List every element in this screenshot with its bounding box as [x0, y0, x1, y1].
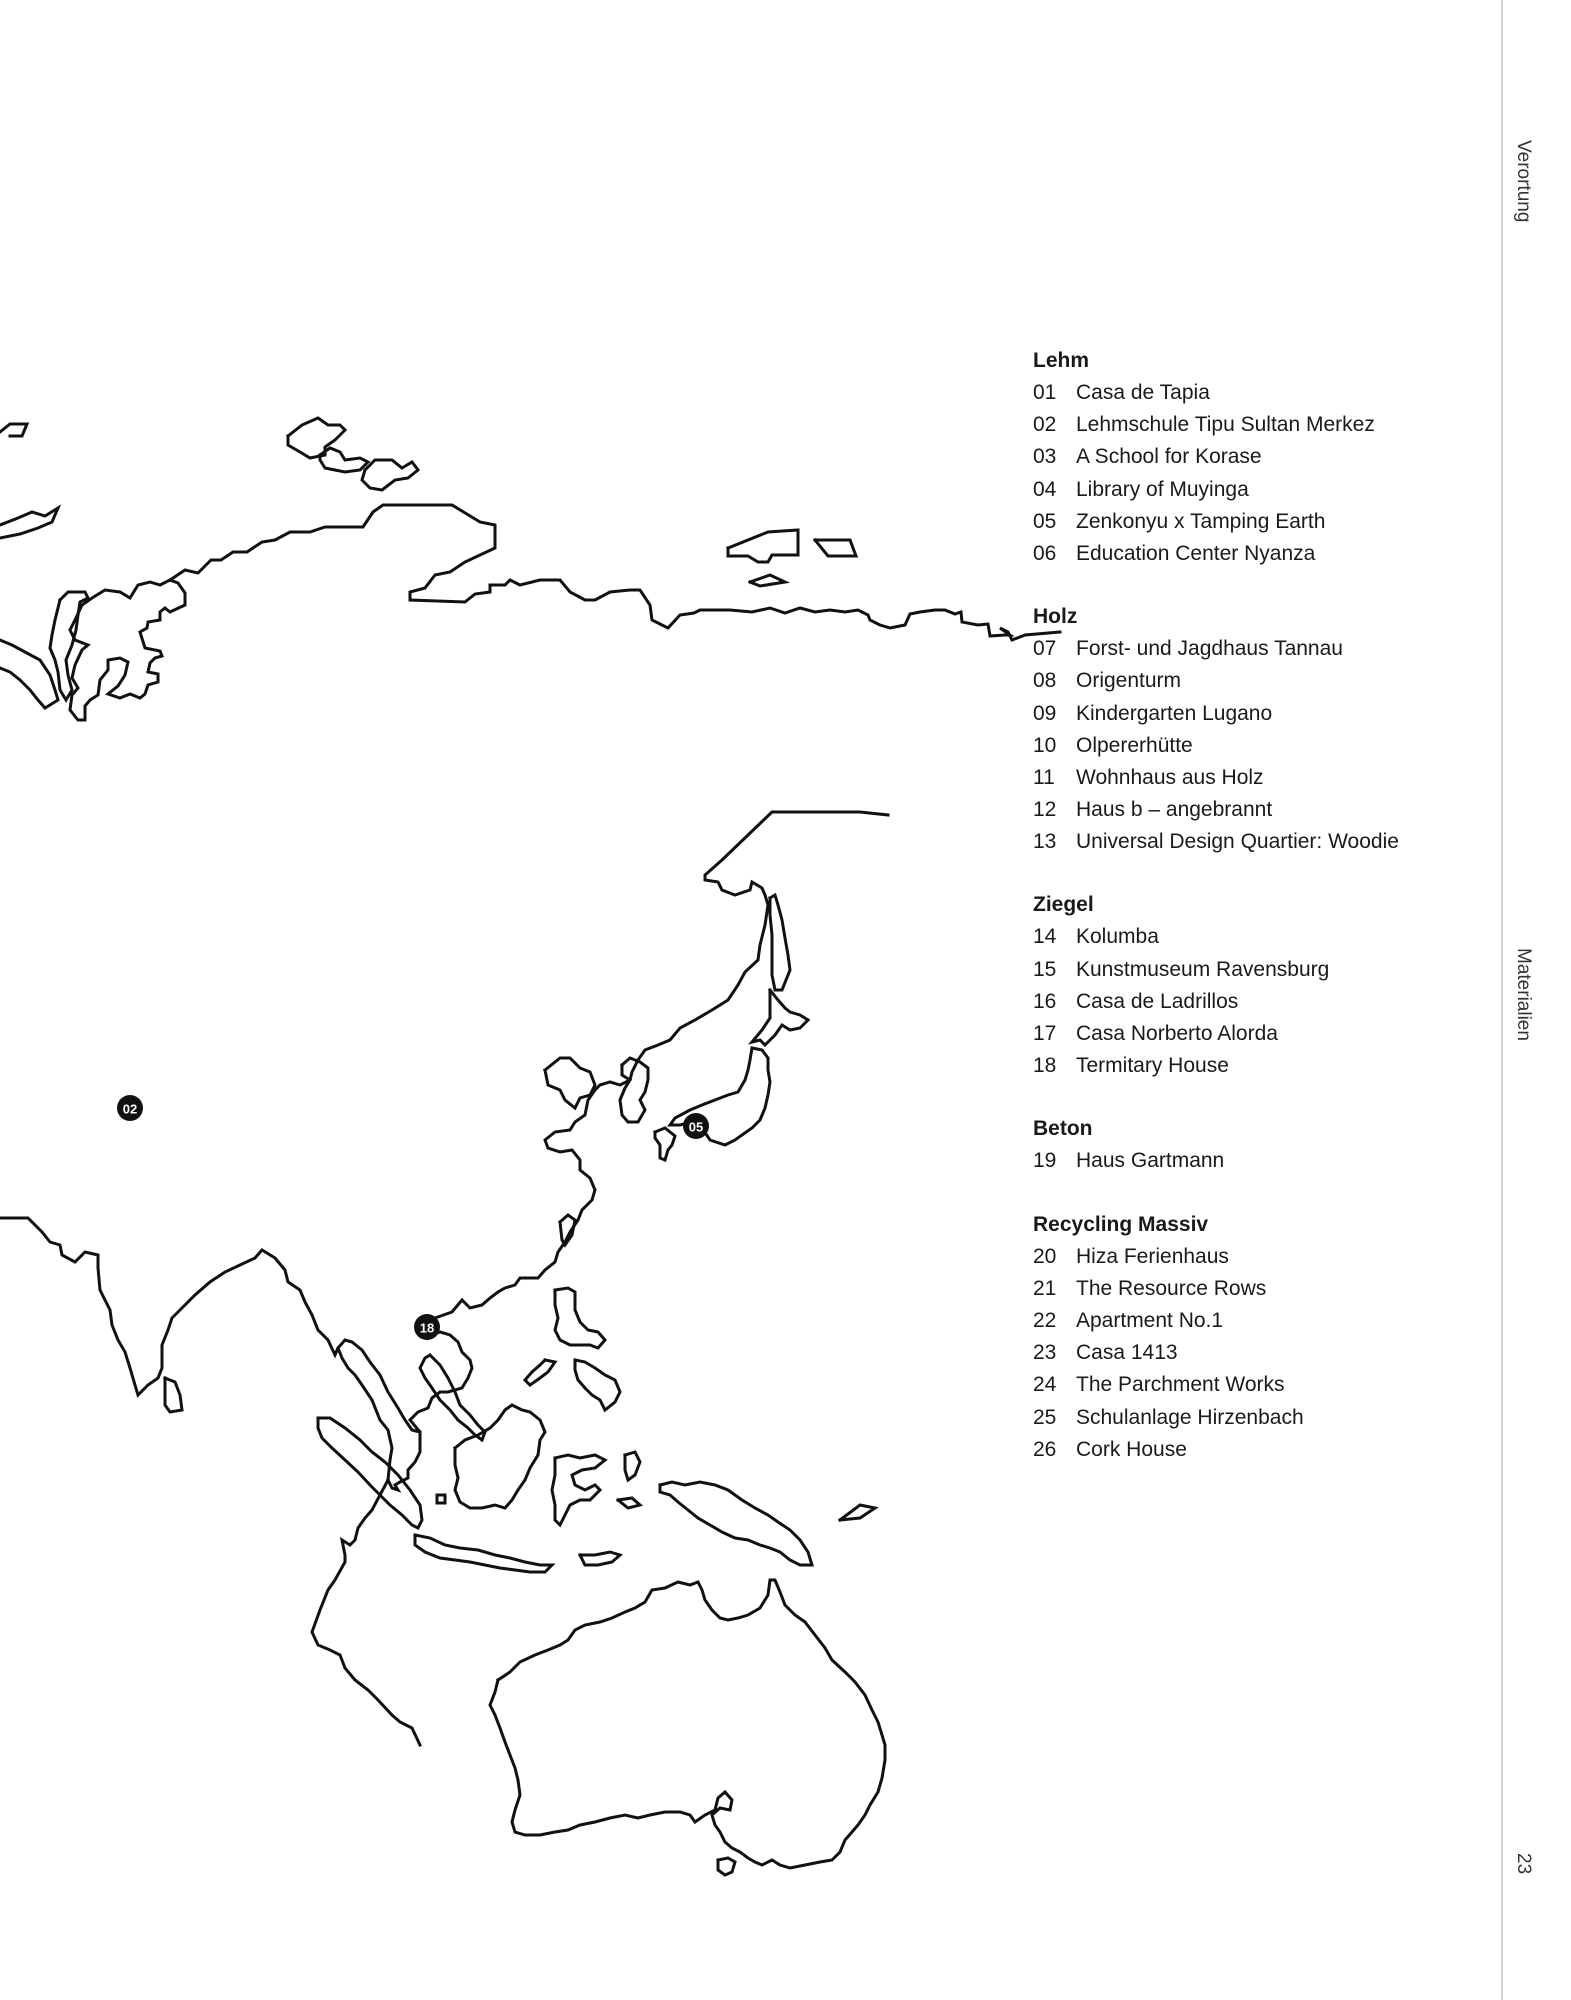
list-item[interactable]: [1033, 1402, 1453, 1434]
list-item[interactable]: [1033, 377, 1453, 409]
legend-group-title: Recycling Massiv: [1033, 1212, 1209, 1236]
item-label: Casa de Ladrillos: [1076, 989, 1239, 1013]
item-label: Olpererhütte: [1076, 733, 1193, 757]
list-item[interactable]: [1033, 954, 1453, 986]
item-number: 23: [1033, 1341, 1057, 1365]
island-hokkaido: [752, 990, 808, 1045]
item-label: Termitary House: [1076, 1054, 1229, 1078]
item-number: 10: [1033, 733, 1057, 757]
legend-group-title: Beton: [1033, 1117, 1093, 1141]
island-moluccas: [625, 1452, 640, 1480]
item-label: Education Center Nyanza: [1076, 541, 1316, 565]
island-new-siberia: [728, 530, 798, 562]
item-label: Lehmschule Tipu Sultan Merkez: [1076, 413, 1375, 437]
coastline-malay-peninsula: [420, 1355, 485, 1440]
item-number: 14: [1033, 925, 1057, 949]
list-item[interactable]: [1033, 1145, 1453, 1177]
list-item[interactable]: [1033, 665, 1453, 697]
item-label: Universal Design Quartier: Woodie: [1076, 830, 1399, 854]
coastline-southeast-asia: [312, 1480, 420, 1745]
item-label: Casa Norberto Alorda: [1076, 1022, 1278, 1045]
item-number: 07: [1033, 637, 1057, 661]
list-item[interactable]: [1033, 986, 1453, 1018]
list-item[interactable]: [1033, 506, 1453, 538]
item-label: Kolumba: [1076, 925, 1159, 949]
island-small-3: [618, 1498, 640, 1508]
project-legend: [1033, 345, 1453, 1497]
marker-02-label: 02: [122, 1101, 138, 1117]
legend-group-title: Lehm: [1033, 349, 1090, 372]
item-number: 02: [1033, 413, 1057, 437]
list-item[interactable]: [1033, 1337, 1453, 1369]
legend-group-lehm: [1033, 345, 1453, 570]
item-label: Cork House: [1076, 1437, 1187, 1461]
item-label: Hiza Ferienhaus: [1076, 1244, 1229, 1268]
item-number: 25: [1033, 1405, 1057, 1429]
island-java: [415, 1535, 552, 1572]
list-item[interactable]: [1033, 1434, 1453, 1466]
list-item[interactable]: [1033, 762, 1453, 794]
item-number: 16: [1033, 989, 1057, 1013]
island-mindoro: [525, 1360, 555, 1385]
island-small-2: [840, 1505, 875, 1520]
item-label: Origenturm: [1076, 669, 1182, 693]
item-label: Kunstmuseum Ravensburg: [1076, 957, 1330, 981]
island-sri-lanka: [165, 1378, 182, 1412]
item-label: Schulanlage Hirzenbach: [1076, 1405, 1304, 1429]
island-wrangel: [750, 575, 785, 586]
item-label: Kindergarten Lugano: [1076, 701, 1273, 725]
island-taiwan: [560, 1215, 575, 1245]
coastline-siberia: [170, 505, 1060, 640]
item-number: 04: [1033, 477, 1057, 501]
item-label: Library of Muyinga: [1076, 477, 1249, 501]
island-arctic-small: [815, 540, 856, 556]
item-label: Haus b – angebrannt: [1076, 798, 1273, 822]
item-number: 09: [1033, 701, 1057, 725]
item-number: 01: [1033, 381, 1057, 404]
item-label: Casa 1413: [1076, 1341, 1178, 1365]
list-item[interactable]: [1033, 1050, 1453, 1082]
island-borneo: [455, 1405, 545, 1508]
coastline-arctic-eurasia: [0, 424, 27, 436]
list-item[interactable]: [1033, 441, 1453, 473]
item-number: 21: [1033, 1276, 1057, 1300]
legend-group-holz: [1033, 601, 1453, 858]
item-label: Forst- und Jagdhaus Tannau: [1076, 637, 1343, 661]
island-tasmania: [718, 1858, 735, 1875]
list-item[interactable]: [1033, 409, 1453, 441]
item-label: Haus Gartmann: [1076, 1149, 1225, 1173]
item-label: The Resource Rows: [1076, 1276, 1267, 1300]
item-number: 20: [1033, 1244, 1057, 1268]
coastline-baltic: [50, 592, 88, 700]
item-number: 12: [1033, 798, 1057, 822]
coastline-north-eurasia: [0, 508, 58, 538]
list-item[interactable]: [1033, 1018, 1453, 1050]
item-label: The Parchment Works: [1076, 1373, 1285, 1397]
island-kyushu: [655, 1128, 675, 1160]
island-timor: [580, 1552, 620, 1565]
island-philippines-south: [575, 1360, 620, 1410]
list-item[interactable]: [1033, 826, 1453, 858]
item-number: 06: [1033, 541, 1057, 565]
item-number: 13: [1033, 830, 1057, 854]
island-philippines-luzon: [555, 1288, 605, 1348]
coastline-india: [0, 1218, 338, 1395]
item-number: 26: [1033, 1437, 1057, 1461]
item-label: Wohnhaus aus Holz: [1076, 765, 1264, 789]
coastline-okhotsk: [388, 812, 888, 1490]
legend-group-recycling-massiv: [1033, 1209, 1453, 1466]
list-item[interactable]: [1033, 1241, 1453, 1273]
section-label-verortung[interactable]: Verortung: [1513, 140, 1534, 223]
list-item[interactable]: [1033, 1273, 1453, 1305]
item-number: 19: [1033, 1149, 1057, 1173]
coastline-siberia-west: [70, 580, 185, 720]
coastline-australia: [490, 1580, 885, 1868]
item-number: 18: [1033, 1054, 1057, 1078]
item-number: 17: [1033, 1022, 1057, 1045]
list-item[interactable]: [1033, 794, 1453, 826]
item-number: 15: [1033, 957, 1057, 981]
page-number: 23: [1513, 1853, 1534, 1875]
item-label: Casa de Tapia: [1076, 381, 1210, 404]
item-number: 24: [1033, 1373, 1057, 1397]
legend-group-title: Ziegel: [1033, 893, 1094, 917]
list-item[interactable]: [1033, 1305, 1453, 1337]
item-number: 08: [1033, 669, 1057, 693]
island-sakhalin: [770, 895, 790, 990]
section-label-materialien[interactable]: Materialien: [1513, 948, 1534, 1041]
item-number: 05: [1033, 509, 1057, 533]
legend-group-beton: [1033, 1113, 1453, 1177]
marker-05-label: 05: [688, 1119, 704, 1135]
island-arctic-2: [362, 460, 418, 490]
island-small-1: [437, 1495, 445, 1503]
marker-05[interactable]: [683, 1113, 709, 1139]
island-sulawesi: [552, 1455, 605, 1525]
item-label: A School for Korase: [1076, 445, 1262, 469]
list-item[interactable]: [1033, 730, 1453, 762]
item-label: Zenkonyu x Tamping Earth: [1076, 509, 1326, 533]
legend-group-title: Holz: [1033, 605, 1078, 629]
list-item[interactable]: [1033, 698, 1453, 730]
island-arctic-3: [320, 448, 368, 472]
item-number: 11: [1033, 765, 1055, 789]
legend-group-ziegel: [1033, 889, 1453, 1082]
item-number: 03: [1033, 445, 1057, 469]
list-item[interactable]: [1033, 921, 1453, 953]
list-item[interactable]: [1033, 474, 1453, 506]
marker-02[interactable]: [117, 1095, 143, 1121]
item-label: Apartment No.1: [1076, 1308, 1224, 1332]
item-number: 22: [1033, 1308, 1057, 1332]
list-item[interactable]: [1033, 538, 1453, 570]
list-item[interactable]: [1033, 1369, 1453, 1401]
page-margin-divider: [1501, 0, 1503, 2000]
island-new-guinea: [660, 1482, 812, 1565]
marker-18-label: 18: [419, 1320, 435, 1336]
list-item[interactable]: [1033, 633, 1453, 665]
marker-18[interactable]: [414, 1314, 440, 1340]
